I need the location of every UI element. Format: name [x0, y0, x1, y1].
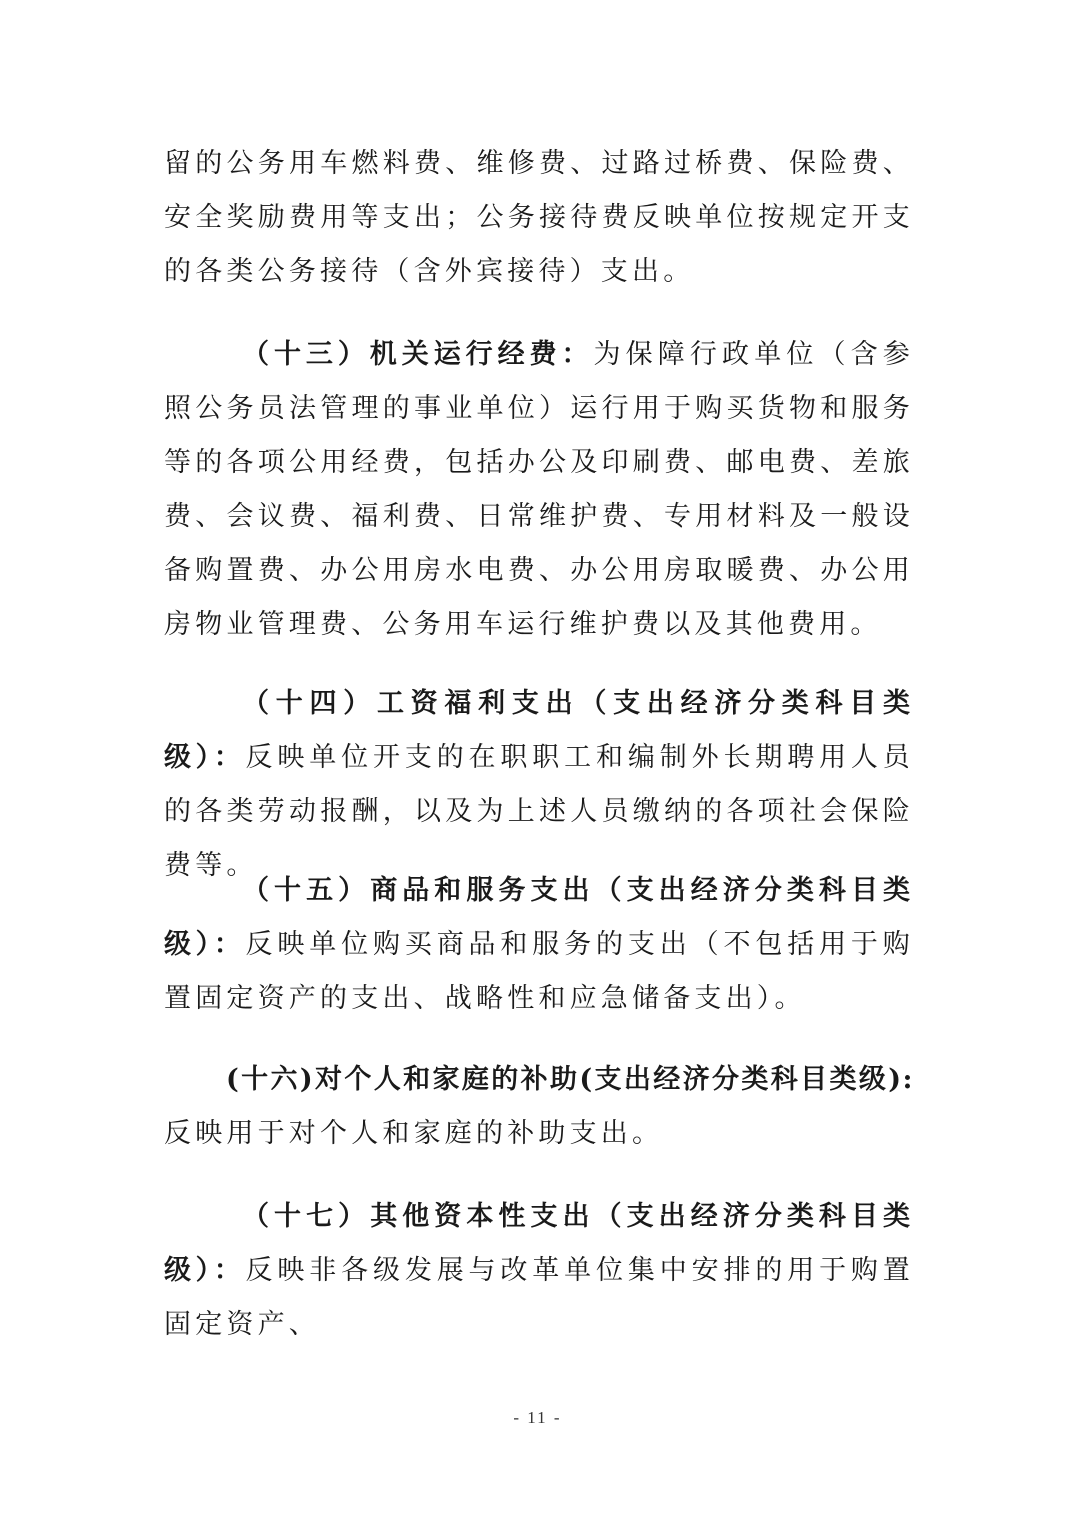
paragraph-heading: （十五）商品和服务支出（支出经济分类科目类级）：: [164, 875, 914, 960]
paragraph-body: 反映单位开支的在职职工和编制外长期聘用人员的各类劳动报酬，以及为上述人员缴纳的各项社会保险费等。: [164, 742, 915, 881]
paragraph-body: 留的公务用车燃料费、维修费、过路过桥费、保险费、安全奖励费用等支出；公务接待费反映单位按规定开支的各类公务接待（含外宾接待）支出。: [164, 148, 914, 287]
paragraph-body: 反映用于对个人和家庭的补助支出。: [164, 1118, 664, 1149]
paragraph-body: 为保障行政单位（含参照公务员法管理的事业单位）运行用于购买货物和服务等的各项公用经费，包括办公及印刷费、邮电费、差旅费、会议费、福利费、日常维护费、专用材料及一般设备购置费、办公用房水电费、办公用房取暖费、办公用房物业管理费、公务用车运行维护费以及其他费用。: [164, 339, 915, 640]
paragraph-14: [164, 677, 914, 893]
paragraph-16: [164, 1053, 914, 1161]
paragraph-body: 反映非各级发展与改革单位集中安排的用于购置固定资产、: [164, 1255, 915, 1340]
paragraph-continuation: [164, 137, 914, 299]
paragraph-15: [164, 864, 914, 1026]
paragraph-heading: （十七）其他资本性支出（支出经济分类科目类级）：: [164, 1201, 914, 1286]
paragraph-heading: （十四）工资福利支出（支出经济分类科目类级）：: [164, 688, 914, 773]
paragraph-13: [164, 328, 914, 652]
paragraph-body: 反映单位购买商品和服务的支出（不包括用于购置固定资产的支出、战略性和应急储备支出）。: [164, 929, 915, 1014]
paragraph-heading: (十六)对个人和家庭的补助(支出经济分类科目类级):: [226, 1064, 914, 1095]
paragraph-17: [164, 1190, 914, 1352]
page-number: - 11 -: [513, 1408, 562, 1427]
paragraph-heading: （十三）机关运行经费：: [242, 339, 594, 370]
